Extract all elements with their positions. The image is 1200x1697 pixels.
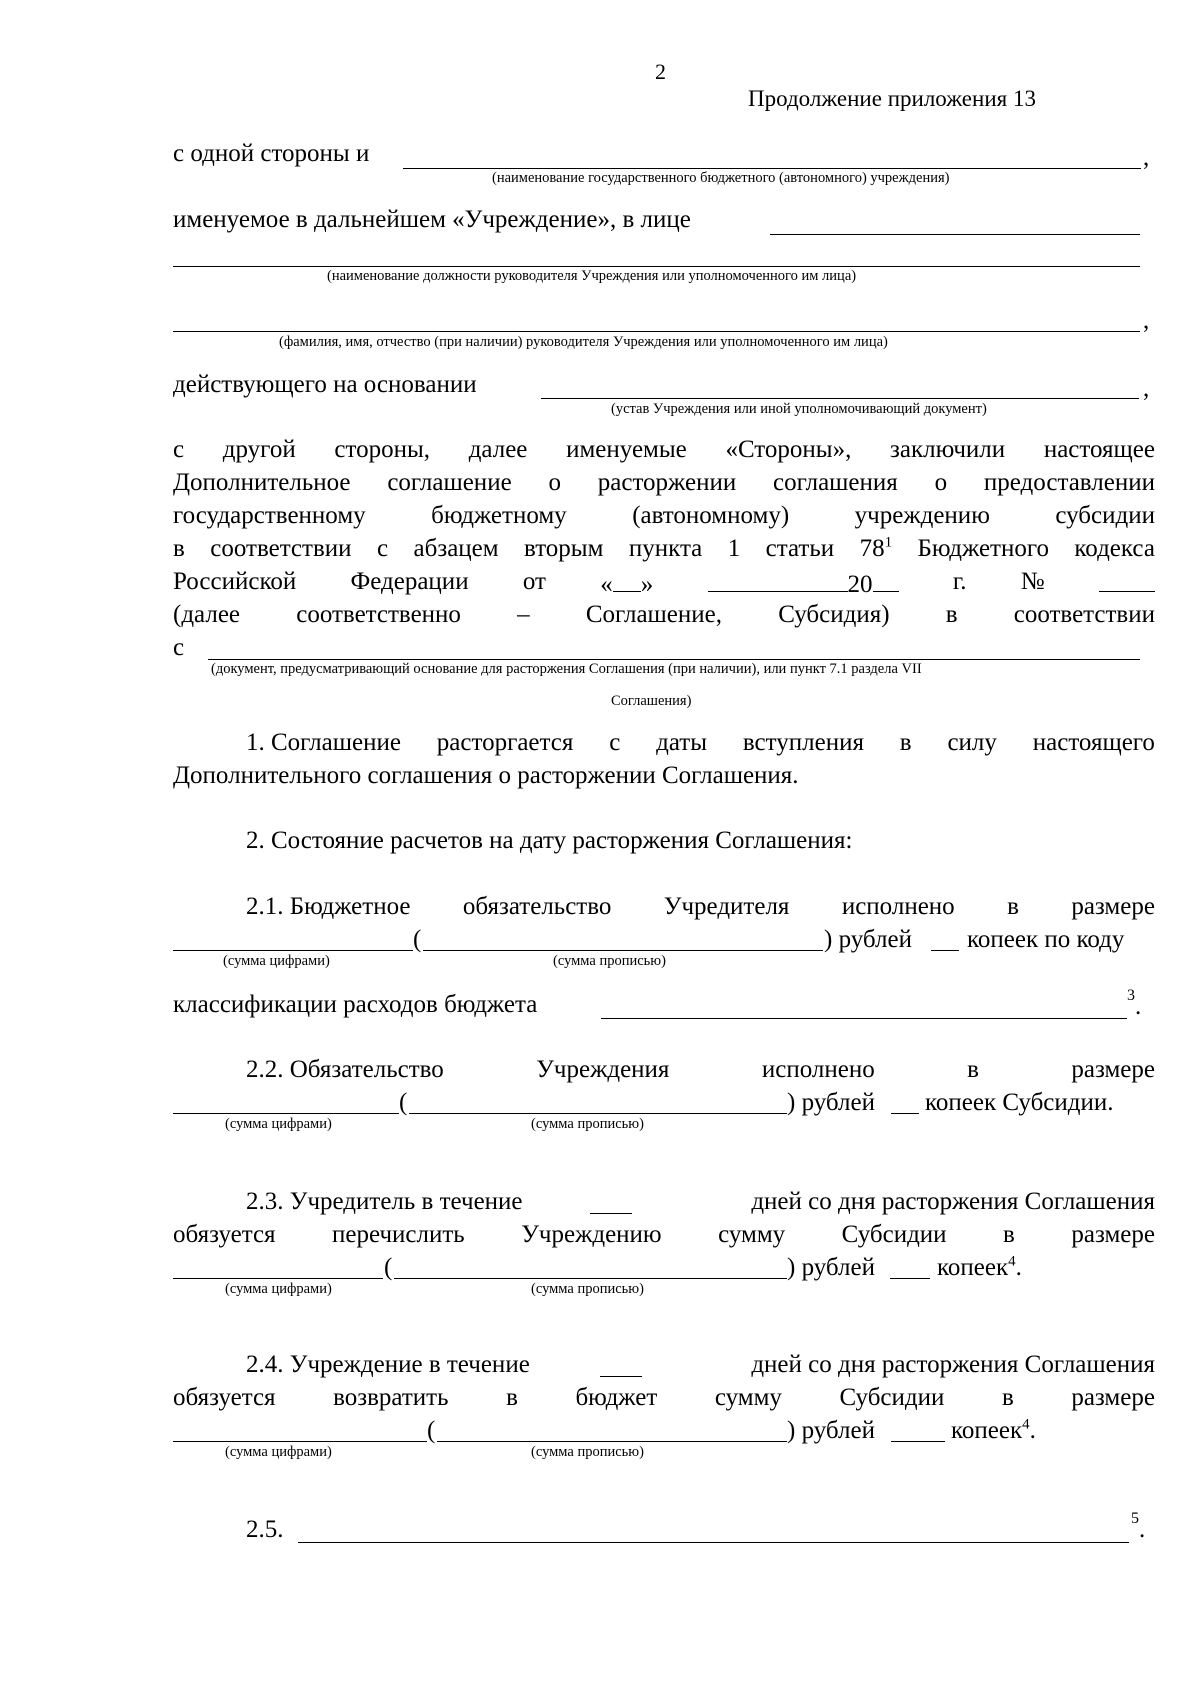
p22-digits-blank: [173, 1113, 399, 1114]
p21-open: (: [413, 926, 422, 953]
p21-line3: классификации расходов бюджета: [173, 991, 538, 1018]
comma: ,: [1143, 307, 1150, 334]
intro-line5: Российской Федерации от « » 20 г. №: [173, 567, 1155, 597]
p23-days-blank: [590, 1213, 632, 1214]
p22-line1: 2.2. Обязательство Учреждения исполнено в размере: [246, 1056, 1155, 1083]
p21-close: ) рублей: [824, 926, 912, 953]
p24-end: копеек$^4$.: [951, 1416, 1036, 1444]
comma: ,: [1143, 375, 1150, 402]
p23-line2: обязуется перечислить Учреждению сумму Субсидии в размере: [173, 1221, 1155, 1248]
page-number: 2: [655, 59, 666, 84]
intro-line7-prefix: с: [173, 634, 185, 661]
p21-words-blank: [423, 950, 823, 951]
intro-line7-caption2: Соглашения): [611, 693, 692, 709]
party-line4-caption: (фамилия, имя, отчество (при наличии) руководителя Учреждения или уполномоченного им лица): [279, 334, 888, 350]
party-line5-prefix: действующего на основании: [173, 371, 477, 398]
p21-cap-digits: (сумма цифрами): [223, 953, 330, 969]
p24-cap-digits: (сумма цифрами): [225, 1444, 332, 1460]
p23-cap-digits: (сумма цифрами): [225, 1281, 332, 1297]
party-line4-blank: [173, 331, 1140, 332]
p25-footnote-ref: 5: [1131, 1510, 1139, 1527]
continuation-label: Продолжение приложения 13: [748, 86, 1036, 111]
p22-open: (: [399, 1089, 408, 1116]
p24-words-blank: [437, 1441, 787, 1442]
p21-line1: 2.1. Бюджетное обязательство Учредителя исполнено в размере: [246, 893, 1155, 920]
party-line2-text: именуемое в дальнейшем «Учреждение», в лице: [173, 206, 691, 233]
p21-kopecks-blank: [931, 950, 959, 951]
party-line5-blank: [541, 398, 1139, 399]
intro-line3: государственному бюджетному (автономному) учреждению субсидии: [173, 502, 1155, 529]
comma: ,: [1143, 144, 1150, 171]
party-line5-caption: (устав Учреждения или иной уполномочивающий документ): [611, 401, 987, 417]
p23-footnote-ref: 4: [1008, 1253, 1016, 1270]
party-line1-caption: (наименование государственного бюджетного (автономного) учреждения): [492, 170, 950, 186]
p24-digits-blank: [173, 1441, 427, 1442]
p21-end: копеек по коду: [967, 926, 1125, 953]
p23-words-blank: [394, 1278, 787, 1279]
p21-dot: .: [1135, 993, 1142, 1020]
p22-close: ) рублей: [787, 1089, 875, 1116]
party-line1-prefix: с одной стороны и: [173, 140, 370, 167]
p25-dot: .: [1139, 1516, 1146, 1543]
p25-blank: [298, 1542, 1129, 1543]
year-blank: [873, 567, 899, 592]
intro-line4: в соответствии с абзацем вторым пункта 1 статьи $78^1$ Бюджетного кодекса: [173, 534, 1155, 562]
p22-cap-digits: (сумма цифрами): [225, 1116, 332, 1132]
p22-words-blank: [409, 1113, 787, 1114]
intro-line6: (далее соответственно – Соглашение, Субсидия) в соответствии: [173, 601, 1155, 628]
p25-label: 2.5.: [246, 1516, 284, 1543]
p24-line2: обязуется возвратить в бюджет сумму Субсидии в размере: [173, 1384, 1155, 1411]
p1-line2: Дополнительного соглашения о расторжении Соглашения.: [173, 762, 799, 789]
party-line3-blank: [173, 266, 1140, 267]
p23-line1b: дней со дня расторжения Соглашения: [751, 1188, 1155, 1215]
intro-line2: Дополнительное соглашение о расторжении соглашения о предоставлении: [173, 469, 1155, 496]
p24-open: (: [427, 1417, 436, 1444]
p23-kopecks-blank: [890, 1278, 930, 1279]
intro-line1: с другой стороны, далее именуемые «Стороны», заключили настоящее: [173, 436, 1155, 463]
month-blank: [708, 567, 848, 592]
p24-line1a: 2.4. Учреждение в течение: [246, 1351, 530, 1378]
p24-footnote-ref: 4: [1022, 1416, 1030, 1433]
p24-line1b: дней со дня расторжения Соглашения: [751, 1351, 1155, 1378]
p23-close: ) рублей: [787, 1254, 875, 1281]
party-line3-caption: (наименование должности руководителя Учреждения или уполномоченного им лица): [327, 268, 857, 284]
p21-cap-words: (сумма прописью): [553, 953, 666, 969]
p24-days-blank: [600, 1376, 642, 1377]
p23-open: (: [384, 1254, 393, 1281]
p2-text: 2. Состояние расчетов на дату расторжения Соглашения:: [246, 827, 853, 854]
p21-footnote-ref: 3: [1127, 987, 1135, 1004]
day-blank: [613, 567, 641, 592]
party-line1-blank: [403, 168, 1141, 169]
party-line2-blank: [770, 234, 1140, 235]
intro-line7-caption1: (документ, предусматривающий основание для расторжения Соглашения (при наличии), или пункт 7.1 раздела VII: [211, 661, 922, 677]
p22-cap-words: (сумма прописью): [531, 1116, 644, 1132]
p23-line1a: 2.3. Учредитель в течение: [246, 1188, 523, 1215]
p23-end: копеек$^4$.: [937, 1253, 1022, 1281]
p21-digits-blank: [173, 950, 413, 951]
p24-cap-words: (сумма прописью): [531, 1444, 644, 1460]
p22-kopecks-blank: [891, 1113, 919, 1114]
p22-end: копеек Субсидии.: [925, 1089, 1114, 1116]
p23-digits-blank: [173, 1278, 383, 1279]
p21-kbk-blank: [601, 1018, 1127, 1019]
p24-close: ) рублей: [787, 1417, 875, 1444]
number-blank: [1099, 567, 1155, 592]
p23-cap-words: (сумма прописью): [531, 1281, 644, 1297]
p1-line1: 1. Соглашение расторгается с даты вступления в силу настоящего: [246, 729, 1155, 756]
intro-line7-blank: [208, 659, 1140, 660]
p24-kopecks-blank: [891, 1441, 945, 1442]
